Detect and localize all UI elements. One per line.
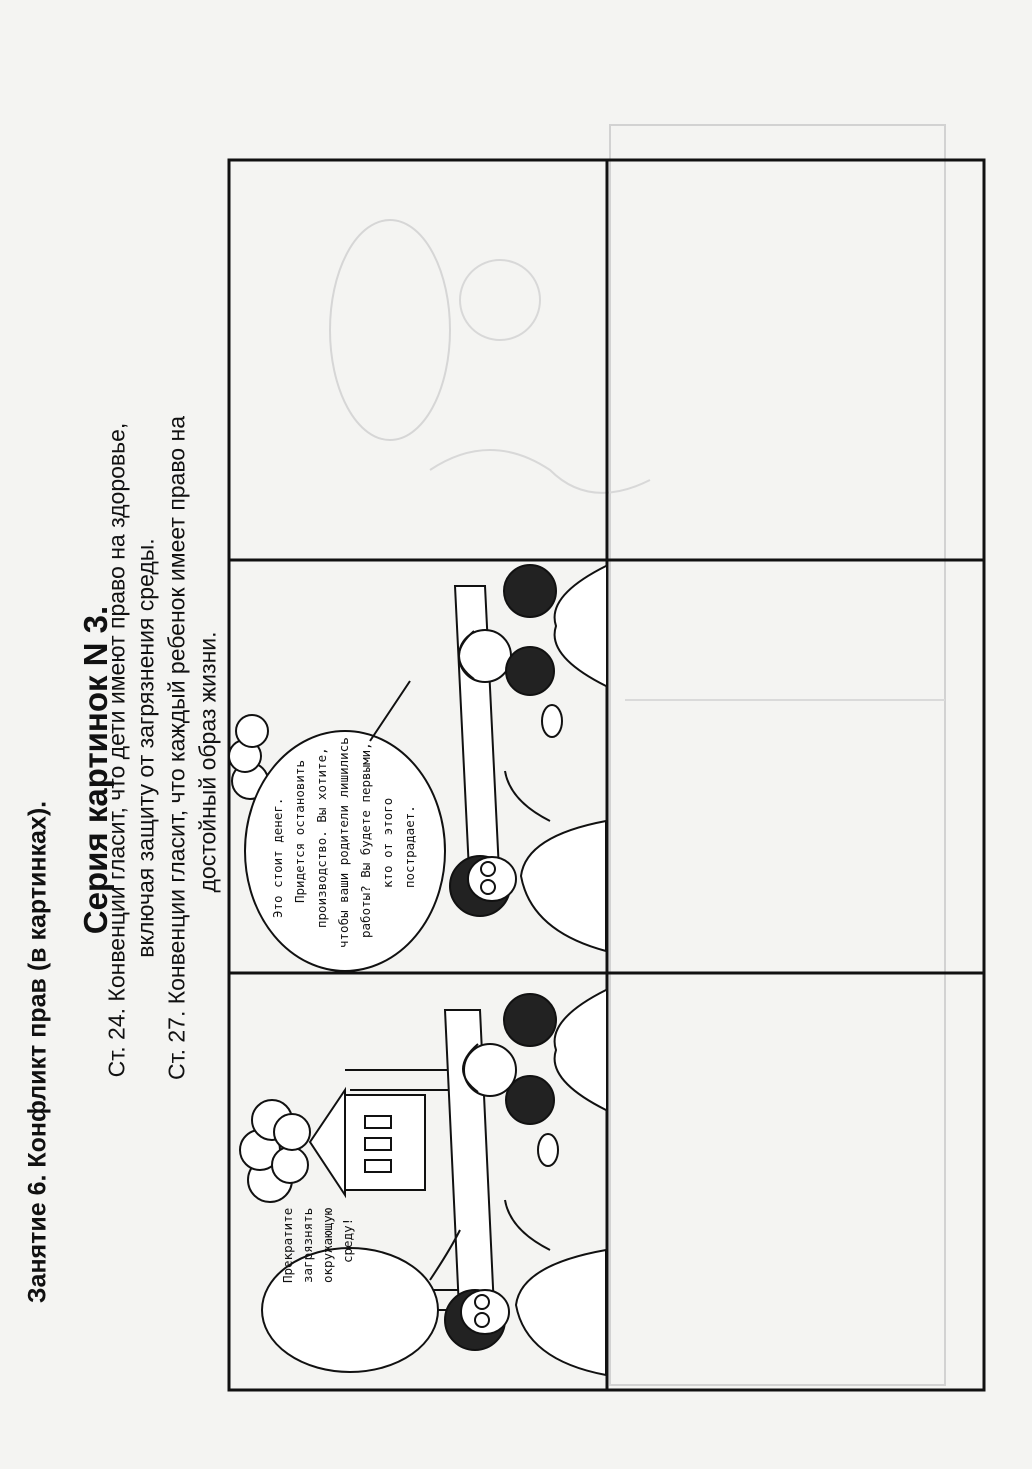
empty-panel-bottom-right[interactable] (610, 976, 981, 1387)
bubble-text-line-1: Это стоит денег. (270, 797, 285, 918)
comic-panel-1 (240, 990, 606, 1375)
article-27-line-1: Ст. 27. Конвенции гласит, что каждый ребенок имеет право на (163, 416, 190, 1080)
bubble-text-line-4: среду! (340, 1217, 355, 1263)
empty-panel-top-right[interactable] (610, 163, 981, 557)
bubble-text-line-4: чтобы ваши родители лишились (336, 737, 351, 948)
ashtray-icon (538, 1134, 558, 1166)
series-title: Серия картинок N 3. (77, 605, 114, 935)
bubble-text-line-3: окружающую (320, 1207, 335, 1283)
smoke-cloud-icon (240, 1100, 310, 1202)
children-group-figure (459, 565, 606, 695)
bubble-text-line-2: Придется остановить (292, 760, 307, 903)
bubble-text-line-3: производство. Вы хотите, (314, 747, 329, 928)
comic-panel-2 (229, 565, 606, 971)
bubble-text-line-6: кто от этого (380, 797, 395, 888)
lesson-title: Занятие 6. Конфликт прав (в картинках). (23, 800, 52, 1304)
bubble-text-line-5: работы? Вы будете первыми, (358, 742, 373, 938)
comic-grid (227, 158, 987, 1393)
article-24-line-2: включая защиту от загрязнения среды. (132, 538, 159, 958)
bubble-text-line-1: Прекратите (280, 1207, 295, 1283)
ashtray-icon (542, 705, 562, 737)
article-27-line-2: достойный образ жизни. (194, 631, 221, 893)
empty-panel-middle-right[interactable] (610, 563, 981, 970)
bubble-text-line-2: загрязнять (300, 1207, 315, 1283)
empty-panel-top-left[interactable] (232, 163, 604, 557)
bubble-text-line-7: пострадает. (402, 805, 417, 888)
article-24-line-1: Ст. 24. Конвенции гласит, что дети имеют право на здоровье, (103, 422, 130, 1078)
